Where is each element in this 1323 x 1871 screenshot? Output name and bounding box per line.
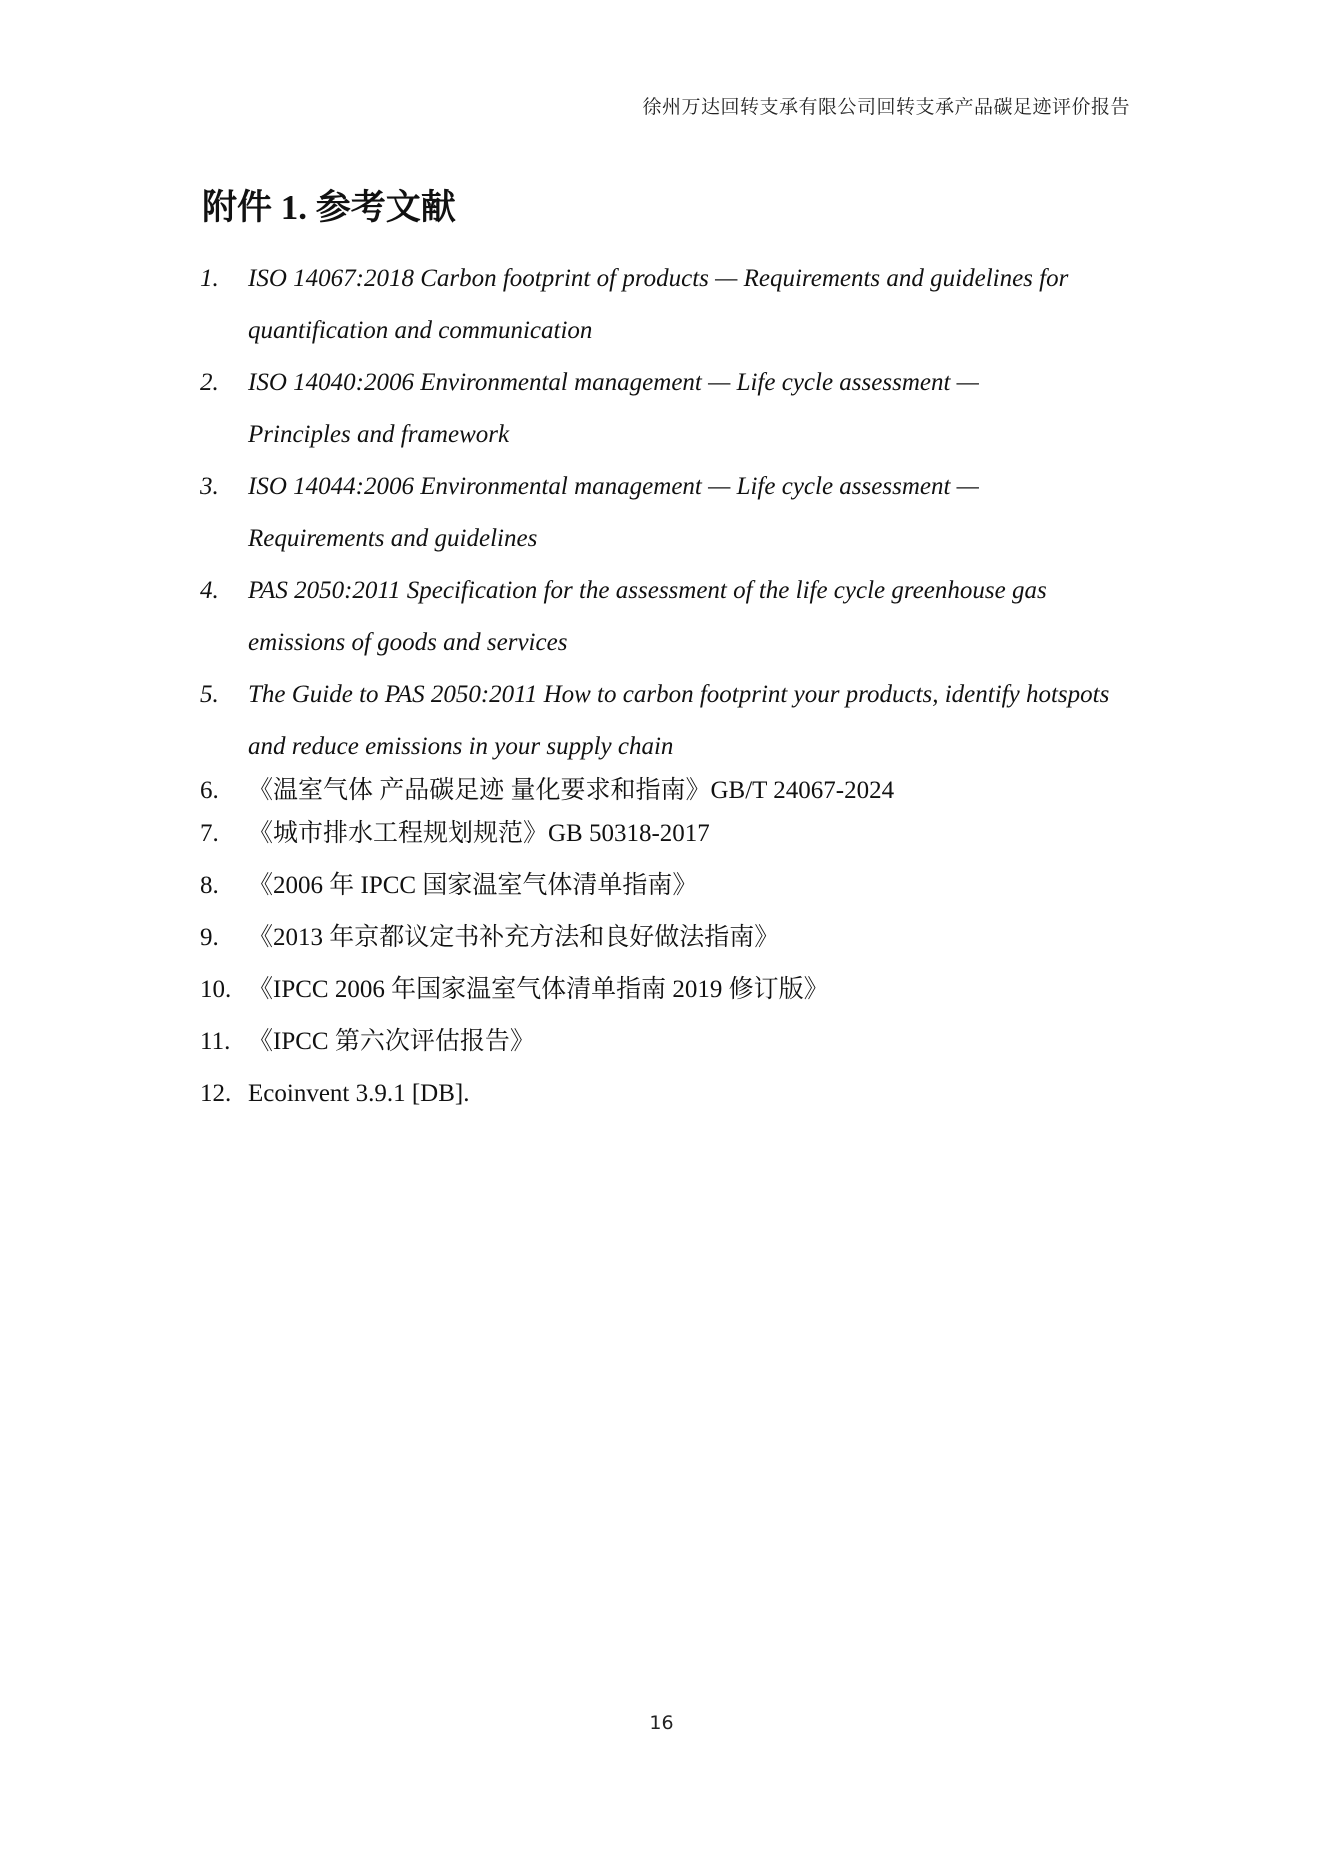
reference-text: ISO 14067:2018 Carbon footprint of products — Requirements and guidelines for quantification and communication [248,265,1069,344]
reference-number: 6. [200,777,219,804]
reference-number: 8. [200,872,219,899]
section-title: 附件 1. 参考文献 [202,188,456,227]
reference-item [200,973,1140,1007]
reference-number: 1. [200,265,219,292]
reference-text: 《IPCC 第六次评估报告》 [248,1028,535,1055]
reference-number: 10. [200,976,232,1003]
running-header: 徐州万达回转支承有限公司回转支承产品碳足迹评价报告 [642,96,1130,118]
reference-number: 11. [200,1028,231,1055]
reference-text: ISO 14044:2006 Environmental management — Life cycle assessment — Requirements and guidelines [248,473,979,552]
reference-number: 7. [200,820,219,847]
reference-text: 《IPCC 2006 年国家温室气体清单指南 2019 修订版》 [248,976,829,1003]
reference-item [200,817,1140,851]
reference-item [200,1077,1140,1111]
reference-list [200,253,1140,1111]
reference-number: 4. [200,577,219,604]
reference-item [200,774,1140,808]
reference-item [200,565,1140,669]
reference-text: 《温室气体 产品碳足迹 量化要求和指南》GB/T 24067-2024 [248,777,895,804]
reference-number: 2. [200,369,219,396]
header-divider [200,126,1130,127]
reference-text: 《2006 年 IPCC 国家温室气体清单指南》 [248,872,698,899]
reference-item [200,869,1140,903]
reference-item [200,669,1140,773]
reference-text: Ecoinvent 3.9.1 [DB]. [248,1080,470,1107]
reference-number: 5. [200,681,219,708]
reference-text: 《城市排水工程规划规范》GB 50318-2017 [248,820,710,847]
reference-number: 12. [200,1080,232,1107]
reference-item [200,253,1140,357]
reference-text: ISO 14040:2006 Environmental management — Life cycle assessment — Principles and framework [248,369,979,448]
reference-item [200,461,1140,565]
reference-item [200,1025,1140,1059]
reference-number: 3. [200,473,219,500]
reference-text: PAS 2050:2011 Specification for the assessment of the life cycle greenhouse gas emissions of goods and services [248,577,1047,656]
reference-item [200,921,1140,955]
page-number: 16 [649,1712,674,1734]
reference-item [200,357,1140,461]
reference-text: The Guide to PAS 2050:2011 How to carbon footprint your products, identify hotspots and reduce emissions in your supply chain [248,681,1110,760]
reference-number: 9. [200,924,219,951]
reference-text: 《2013 年京都议定书补充方法和良好做法指南》 [248,924,780,951]
